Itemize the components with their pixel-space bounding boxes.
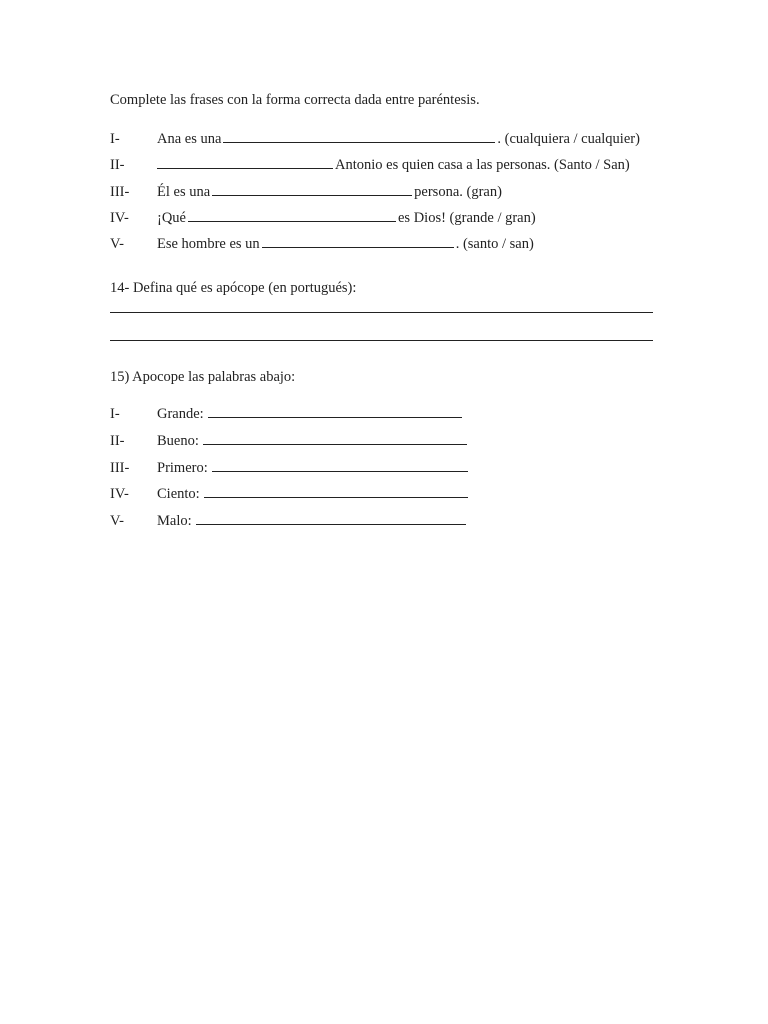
section1-item-3 (110, 181, 502, 201)
item-word: Bueno: (157, 433, 199, 449)
section15-item-4 (110, 483, 470, 503)
answer-blank[interactable] (212, 457, 468, 472)
section15-item-2 (110, 430, 469, 450)
section1-item-4 (110, 207, 536, 227)
item-text-after: persona. (gran) (414, 184, 502, 200)
answer-blank[interactable] (157, 154, 333, 169)
item-number: IV- (110, 210, 129, 226)
answer-line-1[interactable] (110, 312, 653, 313)
item-text-before: Ese hombre es un (157, 236, 260, 252)
section1-item-5 (110, 233, 534, 253)
section14-question: 14- Defina qué es apócope (en portugués): (110, 280, 357, 296)
item-number: II- (110, 157, 125, 173)
answer-blank[interactable] (223, 128, 495, 143)
item-number: III- (110, 184, 130, 200)
section1-instruction: Complete las frases con la forma correcta dada entre paréntesis. (110, 92, 480, 108)
section15-item-5 (110, 510, 468, 530)
section1-item-1 (110, 128, 640, 148)
item-word: Grande: (157, 406, 204, 422)
item-text-after: . (santo / san) (455, 236, 534, 252)
answer-blank[interactable] (212, 181, 412, 196)
item-number: III- (110, 460, 130, 476)
answer-blank[interactable] (204, 483, 468, 498)
item-number: II- (110, 433, 125, 449)
item-text-before: ¡Qué (157, 210, 186, 226)
answer-line-2[interactable] (110, 340, 653, 341)
item-text-before: Ana es una (157, 131, 222, 147)
section15-item-1 (110, 403, 464, 423)
item-number: IV- (110, 486, 129, 502)
item-word: Malo: (157, 513, 192, 529)
item-text-after: es Dios! (grande / gran) (398, 210, 536, 226)
item-word: Ciento: (157, 486, 200, 502)
answer-blank[interactable] (208, 403, 462, 418)
item-text-after: Antonio es quien casa a las personas. (Santo / San) (335, 157, 630, 173)
item-number: V- (110, 513, 124, 529)
item-number: V- (110, 236, 124, 252)
item-word: Primero: (157, 460, 208, 476)
item-number: I- (110, 131, 120, 147)
item-text-after: . (cualquiera / cualquier) (497, 131, 640, 147)
answer-blank[interactable] (203, 430, 467, 445)
section1-item-2 (110, 154, 630, 174)
answer-blank[interactable] (196, 510, 466, 525)
item-number: I- (110, 406, 120, 422)
section15-item-3 (110, 457, 470, 477)
item-text-before: Él es una (157, 184, 211, 200)
answer-blank[interactable] (188, 207, 396, 222)
answer-blank[interactable] (262, 233, 454, 248)
section15-instruction: 15) Apocope las palabras abajo: (110, 369, 296, 385)
